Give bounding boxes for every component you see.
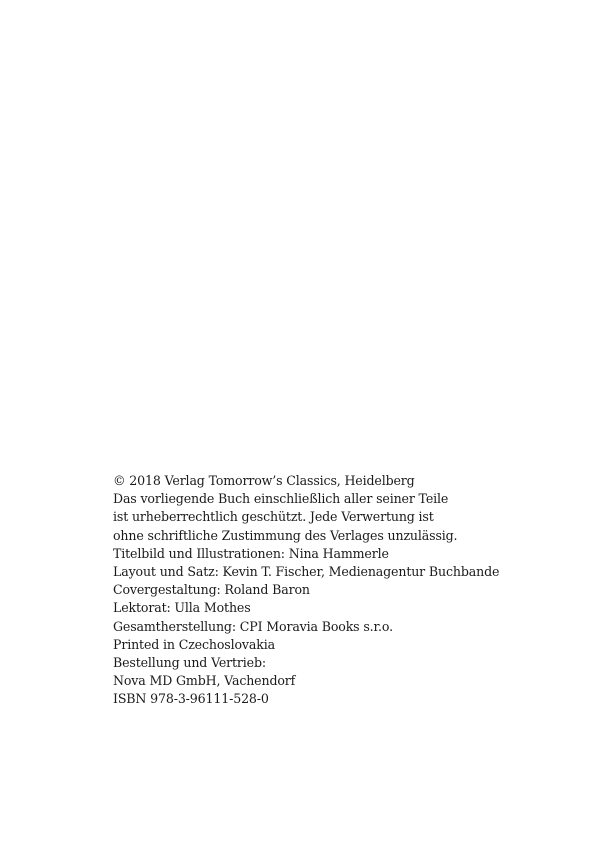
rights-line-1: Das vorliegende Buch einschließlich aller seiner Teile (113, 491, 449, 507)
cover-credit: Covergestaltung: Roland Baron (113, 582, 310, 598)
production-credit: Gesamtherstellung: CPI Moravia Books s.r.o. (113, 618, 393, 634)
printed-in-line: Printed in Czechoslovakia (113, 636, 275, 652)
isbn-line: ISBN 978-3-96111-528-0 (113, 691, 269, 707)
editor-credit: Lektorat: Ulla Mothes (113, 600, 251, 616)
imprint-block (113, 472, 573, 709)
rights-line-2: ist urheberrechtlich geschützt. Jede Verwertung ist (113, 509, 434, 525)
layout-credit: Layout und Satz: Kevin T. Fischer, Medienagentur Buchbande (113, 564, 500, 580)
distribution-heading: Bestellung und Vertrieb: (113, 655, 266, 671)
rights-line-3: ohne schriftliche Zustimmung des Verlages unzulässig. (113, 527, 458, 543)
distributor-line: Nova MD GmbH, Vachendorf (113, 673, 296, 689)
illustration-credit: Titelbild und Illustrationen: Nina Hammerle (113, 545, 389, 561)
copyright-line: © 2018 Verlag Tomorrow’s Classics, Heidelberg (113, 473, 415, 488)
